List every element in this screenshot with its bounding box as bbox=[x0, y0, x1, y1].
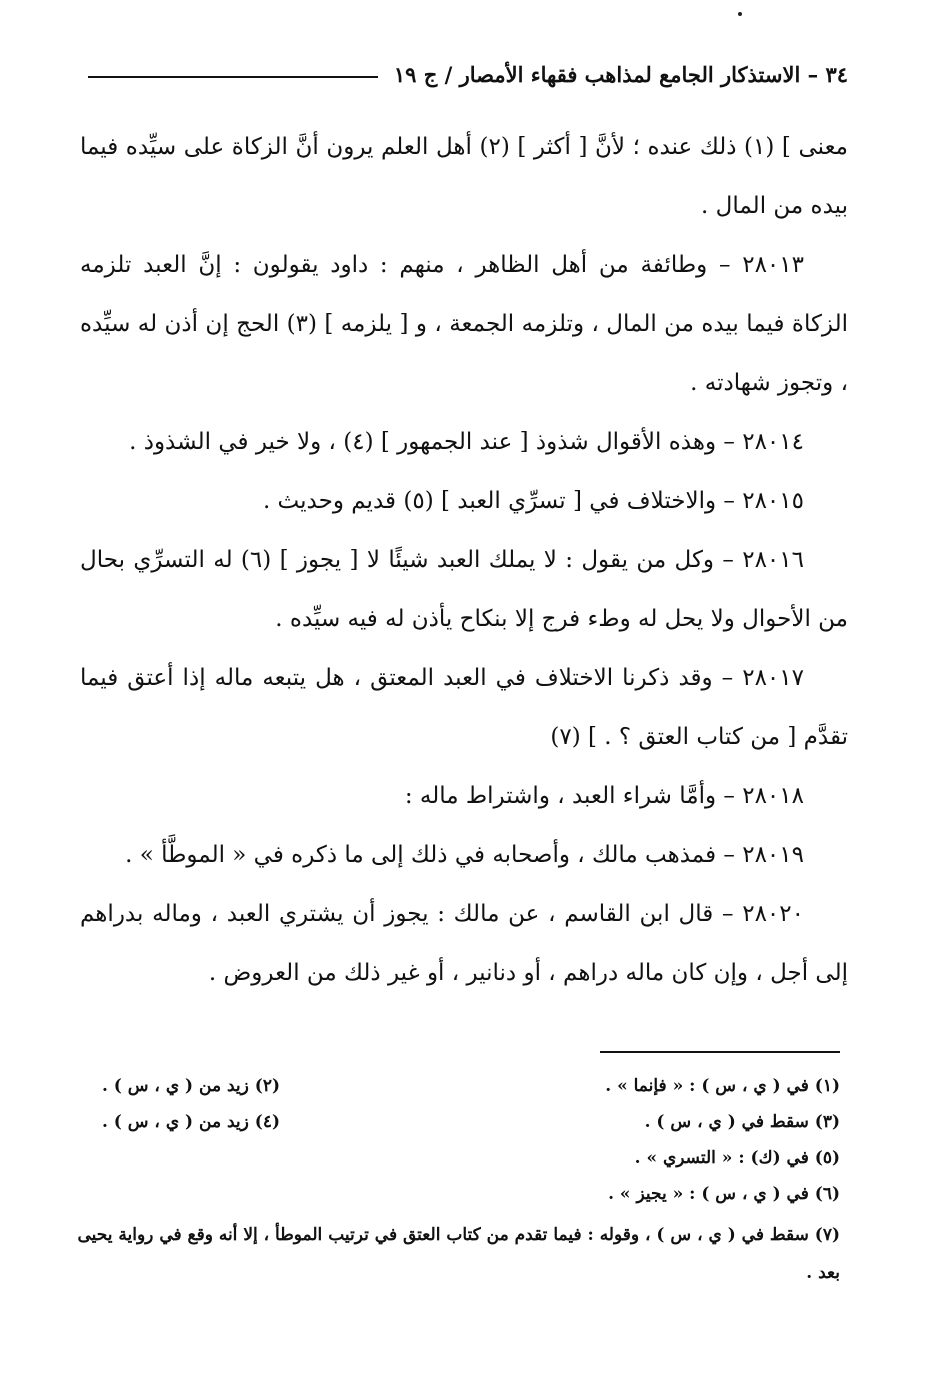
footnote-6: (٦) في ( ي ، س ) : « يجيز » . bbox=[608, 1184, 840, 1204]
paragraph-28014: ٢٨٠١٤ – وهذه الأقوال شذوذ [ عند الجمهور ] (٤) ، ولا خير في الشذوذ . bbox=[129, 429, 804, 455]
footnote-row bbox=[70, 1140, 840, 1176]
footnote-7: (٧) سقط في ( ي ، س ) ، وقوله : فيما تقدم من كتاب العتق في ترتيب الموطأ ، إلا أنه وقع في رواية يحيى بعد . bbox=[77, 1225, 840, 1283]
running-header: ٣٤ – الاستذكار الجامع لمذاهب فقهاء الأمصار / ج ١٩ bbox=[393, 61, 848, 87]
footnote-4: (٤) زيد من ( ي ، س ) . bbox=[101, 1112, 280, 1132]
header-rule bbox=[88, 76, 378, 78]
paragraph-28020: ٢٨٠٢٠ – قال ابن القاسم ، عن مالك : يجوز أن يشتري العبد ، وماله بدراهم إلى أجل ، وإن كان ماله دراهم ، أو دنانير ، أو غير ذلك من العروض . bbox=[80, 901, 848, 986]
footnote-row bbox=[70, 1068, 840, 1104]
footnote-2: (٢) زيد من ( ي ، س ) . bbox=[101, 1076, 280, 1096]
paragraph-28019: ٢٨٠١٩ – فمذهب مالك ، وأصحابه في ذلك إلى ما ذكره في « الموطَّأ » . bbox=[125, 842, 804, 868]
footnotes bbox=[70, 1068, 840, 1292]
page-header bbox=[88, 54, 848, 94]
footnote-row bbox=[70, 1104, 840, 1140]
paragraph-continuation: معنى ] (١) ذلك عنده ؛ لأنَّ [ أكثر ] (٢) أهل العلم يرون أنَّ الزكاة على سيِّده فيما بيده من المال . bbox=[80, 134, 848, 219]
main-text bbox=[80, 118, 848, 1003]
footnote-3: (٣) سقط في ( ي ، س ) . bbox=[644, 1112, 840, 1132]
scan-dot bbox=[738, 12, 742, 16]
footnote-1: (١) في ( ي ، س ) : « فإنما » . bbox=[605, 1076, 840, 1096]
footnote-row bbox=[70, 1176, 840, 1212]
paragraph-28018: ٢٨٠١٨ – وأمَّا شراء العبد ، واشتراط ماله : bbox=[404, 783, 804, 809]
paragraph-28013: ٢٨٠١٣ – وطائفة من أهل الظاهر ، منهم : داود يقولون : إنَّ العبد تلزمه الزكاة فيما بيده من المال ، وتلزمه الجمعة ، و [ يلزمه ] (٣) الحج إن أذن له سيِّده ، وتجوز شهادته . bbox=[80, 252, 848, 396]
paragraph-28015: ٢٨٠١٥ – والاختلاف في [ تسرِّي العبد ] (٥) قديم وحديث . bbox=[262, 488, 804, 514]
footnote-5: (٥) في (ك) : « التسري » . bbox=[634, 1148, 840, 1168]
paragraph-28017: ٢٨٠١٧ – وقد ذكرنا الاختلاف في العبد المعتق ، هل يتبعه ماله إذا أعتق فيما تقدَّم [ من كتاب العتق ؟ . ] (٧) bbox=[80, 665, 848, 750]
footnote-separator bbox=[600, 1051, 840, 1053]
paragraph-28016: ٢٨٠١٦ – وكل من يقول : لا يملك العبد شيئًا لا [ يجوز ] (٦) له التسرِّي بحال من الأحوال ولا يحل له وطء فرج إلا بنكاح يأذن له فيه سيِّده . bbox=[80, 547, 848, 632]
